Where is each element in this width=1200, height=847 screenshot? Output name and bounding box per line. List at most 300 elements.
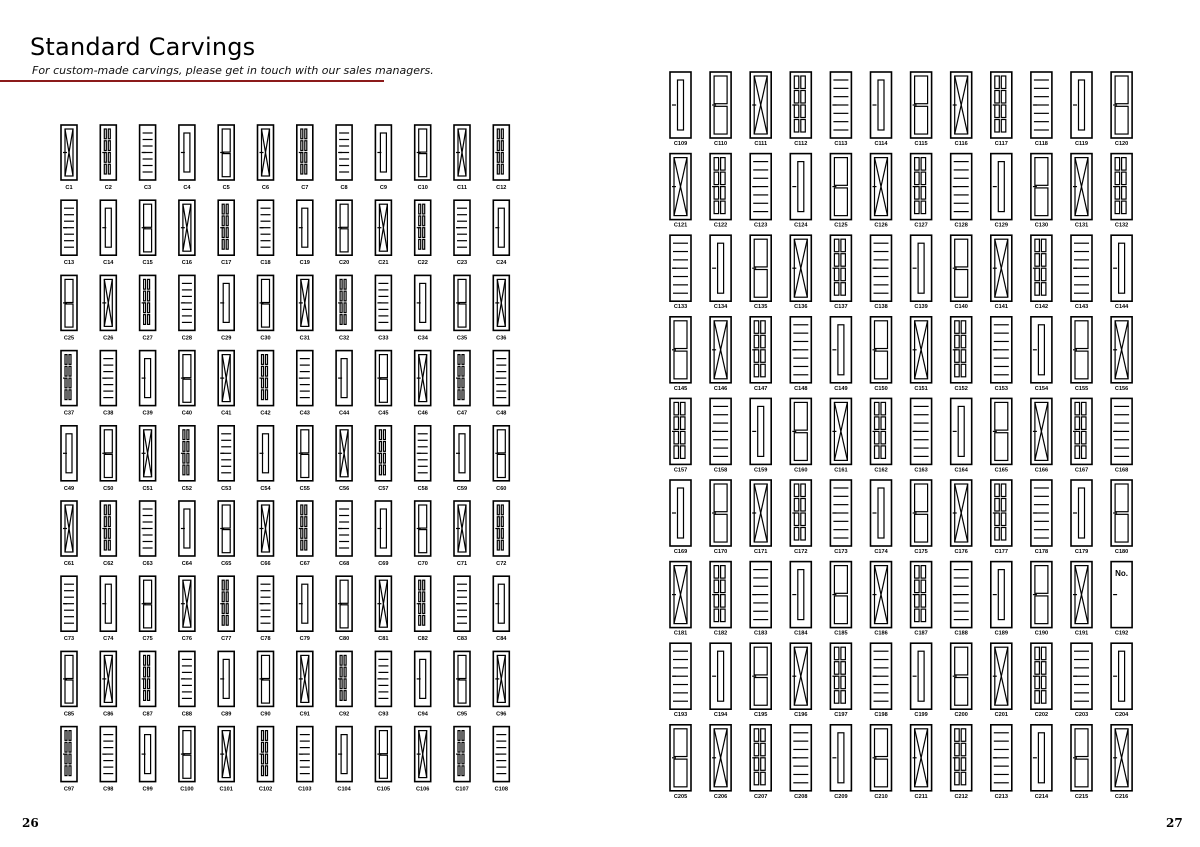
door-item-c129: [991, 154, 1012, 229]
door-item-c64: [179, 501, 195, 567]
door-item-c208: [790, 725, 811, 800]
door-code-label: C108: [494, 786, 508, 793]
door-item-c170: [710, 480, 731, 555]
door-item-c169: [670, 480, 691, 555]
door-item-c123: [750, 154, 771, 229]
door-item-c10: [415, 125, 431, 191]
door-code-label: C65: [221, 561, 232, 567]
door-item-c148: [790, 317, 811, 392]
door-item-c29: [218, 275, 234, 341]
door-code-label: C208: [794, 793, 808, 800]
door-code-label: C212: [954, 793, 968, 800]
door-code-label: C168: [1114, 467, 1129, 474]
door-code-label: C165: [994, 467, 1008, 474]
door-item-c3: [140, 125, 156, 191]
door-code-label: C124: [794, 222, 808, 229]
door-code-label: C35: [456, 335, 468, 342]
door-item-c131: [1071, 154, 1092, 229]
door-item-c152: [951, 317, 972, 392]
door-code-label: C61: [63, 561, 75, 567]
door-item-c48: [493, 351, 509, 417]
door-item-c86: [100, 651, 116, 717]
door-code-label: C179: [1074, 549, 1089, 555]
door-item-c80: [336, 576, 352, 642]
door-code-label: C171: [754, 549, 768, 555]
door-code-label: C60: [496, 485, 507, 492]
door-item-c58: [415, 426, 431, 492]
door-code-label: C101: [219, 786, 233, 793]
door-code-label: C2: [104, 185, 112, 191]
door-code-label: C78: [260, 636, 271, 643]
door-item-c44: [336, 351, 352, 417]
door-item-c120: [1111, 72, 1132, 147]
door-code-label: C41: [221, 410, 232, 417]
door-item-c133: [670, 235, 691, 310]
door-code-label: C142: [1034, 304, 1049, 311]
door-item-c59: [454, 426, 470, 492]
door-item-c112: [790, 72, 811, 147]
door-code-label: C79: [299, 636, 310, 643]
door-item-c186: [871, 562, 892, 637]
door-code-label: C156: [1114, 385, 1129, 392]
door-item-c157: [670, 398, 691, 473]
door-code-label: C104: [337, 786, 351, 793]
door-code-label: C24: [496, 260, 507, 267]
door-item-c144: [1111, 235, 1132, 310]
door-item-c83: [454, 576, 470, 642]
door-code-label: C62: [103, 561, 114, 567]
door-code-label: C122: [713, 222, 728, 229]
door-code-label: C63: [142, 561, 153, 567]
door-item-c36: [493, 275, 509, 341]
door-item-c15: [140, 200, 156, 266]
door-item-c136: [790, 235, 811, 310]
door-code-label: C31: [299, 335, 310, 342]
page-title: Standard Carvings: [30, 33, 256, 61]
door-item-c66: [258, 501, 274, 567]
door-code-label: C149: [834, 385, 848, 392]
door-item-c138: [871, 235, 892, 310]
door-item-c34: [415, 275, 431, 341]
door-item-c156: [1111, 317, 1132, 392]
door-item-c153: [991, 317, 1012, 392]
door-item-c4: [179, 125, 195, 191]
door-code-label: C75: [142, 636, 153, 643]
door-code-label: C216: [1114, 793, 1129, 800]
door-code-label: C184: [794, 630, 808, 637]
door-item-c141: [991, 235, 1012, 310]
door-code-label: C180: [1114, 549, 1129, 555]
door-code-label: C191: [1074, 630, 1089, 637]
door-item-c79: [297, 576, 313, 642]
door-code-label: C169: [673, 549, 688, 555]
door-item-c23: [454, 200, 470, 266]
door-item-c213: [991, 725, 1012, 800]
door-item-c95: [454, 651, 470, 717]
door-code-label: C76: [181, 636, 193, 643]
door-item-c14: [100, 200, 116, 266]
door-item-c85: [61, 651, 77, 717]
door-item-c98: [100, 727, 116, 793]
door-code-label: C160: [794, 467, 808, 474]
door-code-label: C209: [834, 793, 848, 800]
door-item-c69: [375, 501, 391, 567]
door-item-c115: [911, 72, 932, 147]
door-code-label: C85: [63, 711, 75, 718]
door-item-c113: [830, 72, 851, 147]
door-item-c134: [710, 235, 731, 310]
door-item-c108: [493, 727, 509, 793]
door-item-c6: [258, 125, 274, 191]
door-code-label: C80: [338, 636, 350, 643]
door-code-label: C213: [994, 793, 1008, 800]
door-item-c185: [830, 562, 851, 637]
door-item-c209: [830, 725, 851, 800]
door-code-label: C187: [914, 630, 928, 637]
door-code-label: C139: [914, 304, 928, 311]
door-code-label: C132: [1114, 222, 1129, 229]
door-item-c49: [61, 426, 77, 492]
door-code-label: C145: [673, 385, 688, 392]
right-page-number: 27: [1166, 816, 1183, 830]
door-item-c176: [951, 480, 972, 555]
door-code-label: C8: [340, 185, 348, 191]
door-code-label: C159: [754, 467, 768, 474]
door-item-c127: [911, 154, 932, 229]
door-item-c197: [830, 643, 851, 718]
door-item-c125: [830, 154, 851, 229]
door-item-c142: [1031, 235, 1052, 310]
door-code-label: C10: [417, 185, 428, 191]
door-item-c173: [830, 480, 851, 555]
door-item-c162: [871, 398, 892, 473]
door-item-c132: [1111, 154, 1132, 229]
door-code-label: C92: [338, 711, 350, 718]
door-item-c190: [1031, 562, 1052, 637]
door-code-label: C23: [456, 260, 468, 267]
door-code-label: C154: [1034, 385, 1049, 392]
door-item-c187: [911, 562, 932, 637]
door-code-label: C126: [874, 222, 888, 229]
door-code-label: C73: [63, 636, 75, 643]
door-item-c135: [750, 235, 771, 310]
door-code-label: C12: [496, 185, 507, 191]
door-item-c175: [911, 480, 932, 555]
door-item-c183: [750, 562, 771, 637]
door-code-label: C14: [103, 260, 114, 267]
door-item-c203: [1071, 643, 1092, 718]
door-code-label: C195: [754, 712, 768, 719]
door-code-label: C117: [994, 141, 1008, 147]
door-item-c89: [218, 651, 234, 717]
door-item-c103: [297, 727, 313, 793]
door-code-label: C49: [63, 485, 75, 492]
door-item-c147: [750, 317, 771, 392]
door-item-c188: [951, 562, 972, 637]
door-code-label: C26: [103, 335, 114, 342]
door-item-c55: [297, 426, 313, 492]
door-item-c137: [830, 235, 851, 310]
door-code-label: C176: [954, 549, 968, 555]
door-code-label: C21: [378, 260, 389, 267]
page-subtitle: For custom-made carvings, please get in touch with our sales managers.: [32, 64, 434, 77]
door-code-label: C54: [260, 485, 271, 492]
door-item-c179: [1071, 480, 1092, 555]
door-item-c60: [493, 426, 509, 492]
door-item-c39: [140, 351, 156, 417]
door-item-c116: [951, 72, 972, 147]
door-code-label: C13: [63, 260, 75, 267]
door-item-c37: [61, 351, 77, 417]
door-code-label: C55: [299, 485, 310, 492]
door-item-c70: [415, 501, 431, 567]
door-code-label: C155: [1074, 385, 1089, 392]
door-code-label: C70: [417, 561, 428, 567]
door-item-c99: [140, 727, 156, 793]
door-item-c73: [61, 576, 77, 642]
door-code-label: C204: [1114, 712, 1129, 719]
door-item-c194: [710, 643, 731, 718]
door-item-c182: [710, 562, 731, 637]
door-code-label: C163: [914, 467, 928, 474]
door-code-label: C201: [994, 712, 1008, 719]
door-item-c104: [336, 727, 352, 793]
door-code-label: C90: [260, 711, 271, 718]
door-item-c31: [297, 275, 313, 341]
door-code-label: C127: [914, 222, 928, 229]
door-item-c88: [179, 651, 195, 717]
door-item-c28: [179, 275, 195, 341]
door-code-label: C69: [378, 561, 389, 567]
door-item-c102: [258, 727, 274, 793]
door-code-label: C77: [221, 636, 232, 643]
door-item-c166: [1031, 398, 1052, 473]
door-item-c65: [218, 501, 234, 567]
door-code-label: C81: [378, 636, 389, 643]
door-code-label: C96: [496, 711, 507, 718]
door-item-c74: [100, 576, 116, 642]
door-item-c42: [258, 351, 274, 417]
door-code-label: C186: [874, 630, 888, 637]
door-item-c145: [670, 317, 691, 392]
door-item-c165: [991, 398, 1012, 473]
door-code-label: C114: [874, 141, 888, 147]
door-code-label: C72: [496, 561, 507, 567]
door-code-label: C94: [417, 711, 428, 718]
door-item-c87: [140, 651, 156, 717]
door-item-c105: [375, 727, 391, 793]
door-item-c18: [258, 200, 274, 266]
door-code-label: C37: [63, 410, 75, 417]
door-code-label: C166: [1034, 467, 1049, 474]
door-code-label: C214: [1034, 793, 1049, 800]
door-item-c139: [911, 235, 932, 310]
door-code-label: C50: [103, 485, 114, 492]
door-item-c210: [871, 725, 892, 800]
door-item-c40: [179, 351, 195, 417]
door-code-label: C152: [954, 385, 968, 392]
door-code-label: C138: [874, 304, 888, 311]
door-code-label: C3: [144, 185, 152, 191]
door-code-label: C36: [496, 335, 507, 342]
door-item-c207: [750, 725, 771, 800]
door-code-label: C200: [954, 712, 968, 719]
door-code-label: C109: [673, 141, 688, 147]
door-item-c35: [454, 275, 470, 341]
door-item-c118: [1031, 72, 1052, 147]
door-item-c202: [1031, 643, 1052, 718]
door-code-label: C192: [1114, 630, 1129, 637]
door-code-label: C170: [713, 549, 728, 555]
door-code-label: C172: [794, 549, 808, 555]
door-code-label: C151: [914, 385, 928, 392]
door-code-label: C161: [834, 467, 848, 474]
door-item-c24: [493, 200, 509, 266]
door-item-c97: [61, 727, 77, 793]
door-item-c110: [710, 72, 731, 147]
door-code-label: C205: [673, 793, 688, 800]
door-item-c184: [790, 562, 811, 637]
door-code-label: C182: [713, 630, 728, 637]
door-code-label: C102: [258, 786, 273, 793]
door-item-c167: [1071, 398, 1092, 473]
door-code-label: C88: [181, 711, 193, 718]
door-item-c101: [218, 727, 234, 793]
door-code-label: C116: [954, 141, 968, 147]
door-item-c92: [336, 651, 352, 717]
door-code-label: C181: [673, 630, 688, 637]
door-code-label: C95: [456, 711, 468, 718]
door-code-label: C147: [754, 385, 768, 392]
door-code-label: C129: [994, 222, 1008, 229]
door-code-label: C51: [142, 485, 153, 492]
door-code-label: C46: [417, 410, 428, 417]
door-code-label: C32: [338, 335, 350, 342]
door-code-label: C44: [338, 410, 350, 417]
door-item-c54: [258, 426, 274, 492]
door-code-label: C202: [1034, 712, 1049, 719]
door-item-c172: [790, 480, 811, 555]
door-item-c204: [1111, 643, 1132, 718]
door-code-label: C115: [914, 141, 928, 147]
door-item-c12: [493, 125, 509, 191]
door-item-c33: [375, 275, 391, 341]
door-item-c67: [297, 501, 313, 567]
door-code-label: C130: [1034, 222, 1049, 229]
door-code-label: C15: [142, 260, 153, 267]
door-code-label: C30: [260, 335, 271, 342]
door-code-label: C5: [222, 185, 230, 191]
door-code-label: C157: [673, 467, 688, 474]
door-code-label: C210: [874, 793, 888, 800]
door-code-label: C89: [221, 711, 232, 718]
door-item-c43: [297, 351, 313, 417]
door-code-label: C100: [180, 786, 194, 793]
door-code-label: C111: [754, 141, 768, 147]
door-code-label: C42: [260, 410, 271, 417]
door-item-c155: [1071, 317, 1092, 392]
door-code-label: C131: [1074, 222, 1089, 229]
door-item-c164: [951, 398, 972, 473]
door-code-label: C123: [754, 222, 768, 229]
door-code-label: C185: [834, 630, 848, 637]
door-item-c20: [336, 200, 352, 266]
door-code-label: C150: [874, 385, 888, 392]
door-item-c19: [297, 200, 313, 266]
door-code-label: C56: [338, 485, 350, 492]
door-code-label: C52: [181, 485, 193, 492]
door-code-label: C57: [378, 485, 389, 492]
door-item-c56: [336, 426, 352, 492]
door-code-label: C110: [714, 141, 728, 147]
door-item-c107: [454, 727, 470, 793]
door-code-label: C27: [142, 335, 153, 342]
door-code-label: C11: [457, 185, 467, 191]
door-item-c76: [179, 576, 195, 642]
door-code-label: C59: [456, 485, 468, 492]
door-item-c63: [140, 501, 156, 567]
door-item-c62: [100, 501, 116, 567]
door-item-c46: [415, 351, 431, 417]
door-code-label: C29: [221, 335, 232, 342]
door-code-label: C162: [874, 467, 888, 474]
door-item-c149: [830, 317, 851, 392]
door-code-label: C143: [1074, 304, 1089, 311]
door-item-c215: [1071, 725, 1092, 800]
door-item-c13: [61, 200, 77, 266]
door-item-c154: [1031, 317, 1052, 392]
door-item-c117: [991, 72, 1012, 147]
door-item-c199: [911, 643, 932, 718]
door-code-label: C134: [713, 304, 728, 311]
door-item-c140: [951, 235, 972, 310]
door-code-label: C28: [181, 335, 193, 342]
door-item-c50: [100, 426, 116, 492]
door-item-c5: [218, 125, 234, 191]
door-code-label: C98: [103, 786, 114, 793]
door-item-c47: [454, 351, 470, 417]
door-item-c216: [1111, 725, 1132, 800]
door-item-c84: [493, 576, 509, 642]
door-item-c189: [991, 562, 1012, 637]
door-code-label: C38: [103, 410, 114, 417]
door-code-label: C83: [456, 636, 468, 643]
door-item-c82: [415, 576, 431, 642]
door-code-label: C107: [455, 786, 469, 793]
door-code-label: C97: [63, 786, 75, 793]
door-code-label: C112: [794, 141, 808, 147]
door-item-c200: [951, 643, 972, 718]
door-code-label: C93: [378, 711, 389, 718]
door-code-label: C86: [103, 711, 114, 718]
door-item-c16: [179, 200, 195, 266]
door-item-c128: [951, 154, 972, 229]
door-item-c177: [991, 480, 1012, 555]
door-item-c11: [454, 125, 470, 191]
door-item-c77: [218, 576, 234, 642]
door-code-label: C153: [994, 385, 1008, 392]
door-item-c181: [670, 562, 691, 637]
door-item-c124: [790, 154, 811, 229]
door-item-c206: [710, 725, 731, 800]
door-item-c178: [1031, 480, 1052, 555]
door-item-c195: [750, 643, 771, 718]
door-item-c7: [297, 125, 313, 191]
door-code-label: C71: [456, 561, 468, 567]
door-item-c71: [454, 501, 470, 567]
door-item-c174: [871, 480, 892, 555]
door-item-c109: [670, 72, 691, 147]
